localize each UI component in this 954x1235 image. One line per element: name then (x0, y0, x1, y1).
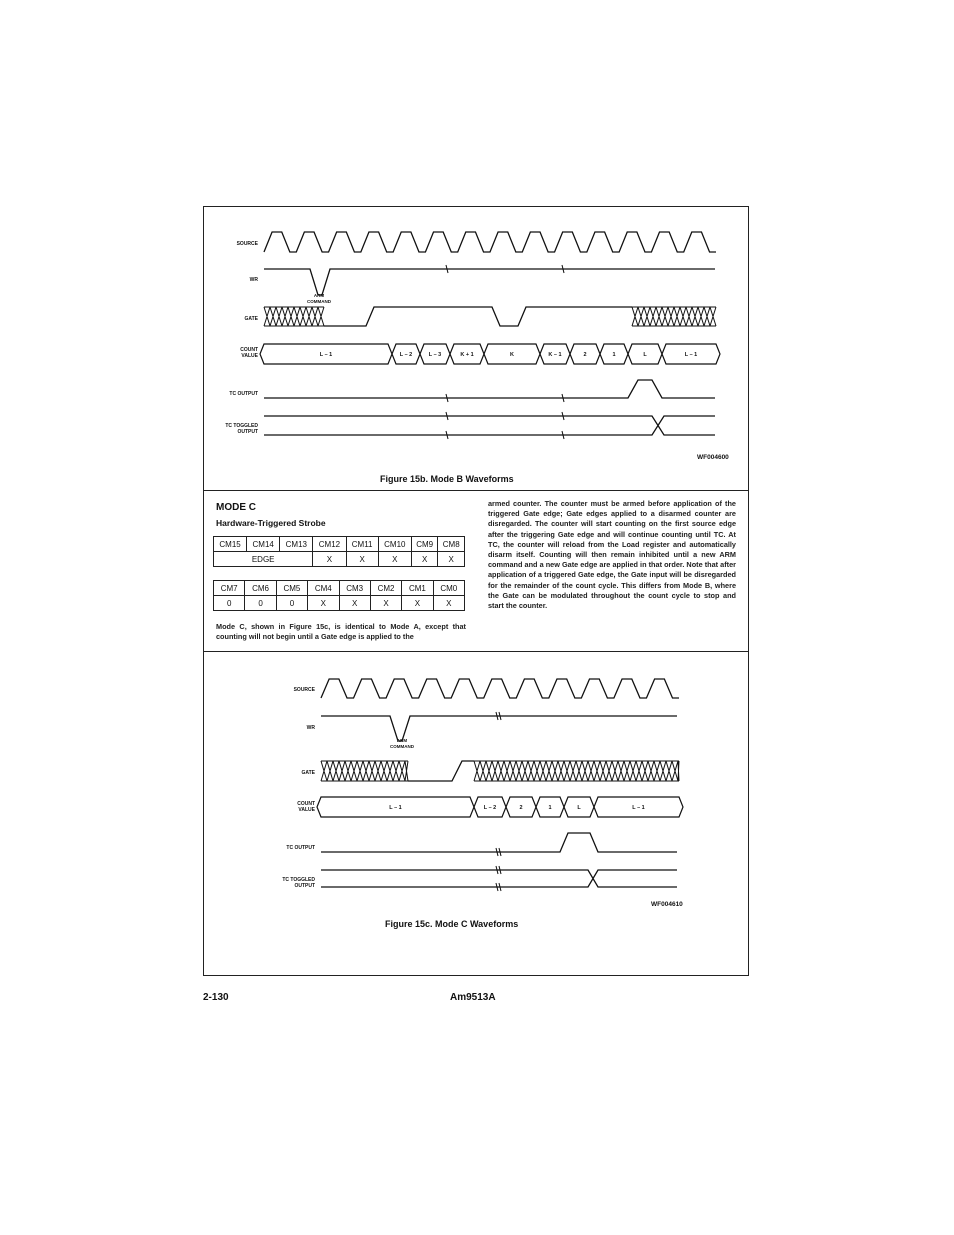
arm-label: ARM (313, 293, 325, 298)
tc-output-waveform (264, 380, 715, 398)
signal-label-wr: WR (306, 725, 315, 731)
count-value-waveform (317, 797, 683, 817)
count-label: L – 1 (389, 805, 402, 811)
count-label: L – 1 (684, 352, 698, 358)
figure-code-15b: WF004600 (697, 454, 729, 461)
signal-label-tc-output: TC OUTPUT (229, 391, 258, 397)
signal-label-gate: GATE (244, 316, 258, 322)
count-label: 2 (583, 352, 587, 358)
signal-label-value: VALUE (241, 353, 258, 359)
mode-c-subtitle: Hardware-Triggered Strobe (216, 518, 326, 528)
cm-cell: X (438, 552, 465, 567)
signal-label-count: COUNT (297, 801, 315, 807)
wr-waveform (264, 269, 715, 295)
count-label: L (643, 352, 647, 358)
cm-cell: CM14 (247, 537, 280, 552)
signal-label-source: SOURCE (236, 241, 258, 247)
arm-label: ARM (396, 738, 408, 743)
cm-table-high (213, 536, 465, 567)
signal-label-output: OUTPUT (294, 883, 315, 889)
cm-cell: CM9 (411, 537, 438, 552)
signal-label-source: SOURCE (293, 687, 315, 693)
signal-label-tc-output: TC OUTPUT (286, 845, 315, 851)
gate-hatch (264, 307, 716, 326)
hatch-pattern (321, 761, 408, 781)
cm-cell: X (308, 596, 339, 611)
cm-cell: X (313, 552, 346, 567)
cm-cell: X (339, 596, 370, 611)
gate-waveform (324, 307, 632, 326)
gate-hatch (321, 761, 679, 781)
signal-label-count: COUNT (240, 347, 258, 353)
count-label: K – 1 (548, 352, 562, 358)
cm-table-low (213, 580, 465, 611)
source-waveform (264, 232, 716, 252)
command-label: COMMAND (390, 744, 414, 749)
cm-cell: X (411, 552, 438, 567)
waveform-15c (0, 651, 954, 991)
hatch-pattern (632, 307, 716, 326)
cm-cell: EDGE (214, 552, 313, 567)
mode-c-title: MODE C (216, 502, 256, 513)
cm-cell: X (402, 596, 433, 611)
count-label: L – 2 (399, 352, 413, 358)
part-number: Am9513A (450, 992, 496, 1003)
cm-cell: CM8 (438, 537, 465, 552)
caption-15c: Figure 15c. Mode C Waveforms (385, 919, 519, 929)
caption-15b: Figure 15b. Mode B Waveforms (380, 474, 514, 484)
signal-label-value: VALUE (298, 807, 315, 813)
cm-cell: CM6 (245, 581, 276, 596)
cm-cell: CM1 (402, 581, 433, 596)
source-pulse-train (321, 679, 679, 698)
count-label: 1 (612, 352, 616, 358)
mode-c-paragraph-right: armed counter. The counter must be armed before application of the triggered Gate edge; Gate edges applied to a disarmed counter are disregarded. The counter will start counting on the first source edge after the triggering Gate edge and will continue counting until TC. At TC, the counter will reload from the Load register and automatically disarm itself. Counting will then remain inhibited until a new ARM command and a new Gate edge are applied in that order. Note that after application of a triggered Gate edge, the Gate input will be disregarded for the remainder of the count cycle. This differs from Mode B, where the Gate can be modulated throughout the count cycle to stop and start the counter. (488, 499, 736, 611)
signal-label-tc-toggled: TC TOGGLED (225, 423, 258, 429)
count-label: L – 1 (632, 805, 645, 811)
cm-cell: CM3 (339, 581, 370, 596)
tc-toggled-waveform (264, 416, 715, 435)
cm-cell: CM0 (433, 581, 464, 596)
cm-cell: 0 (214, 596, 245, 611)
source-pulse-train (264, 232, 716, 252)
cm-cell: X (370, 596, 401, 611)
signal-label-gate: GATE (301, 770, 315, 776)
count-label: L – 1 (319, 352, 333, 358)
count-label: L – 3 (428, 352, 442, 358)
cm-cell: CM15 (214, 537, 247, 552)
divider-top (203, 490, 749, 491)
cm-cell: CM5 (276, 581, 307, 596)
cm-cell: 0 (245, 596, 276, 611)
count-label: L (577, 805, 581, 811)
cm-cell: CM2 (370, 581, 401, 596)
count-label: 2 (519, 805, 523, 811)
signal-label-output: OUTPUT (237, 429, 258, 435)
hatch-pattern (264, 307, 324, 326)
cm-cell: CM10 (378, 537, 411, 552)
count-label: L – 2 (483, 805, 497, 811)
cm-cell: 0 (276, 596, 307, 611)
gate-waveform (408, 761, 474, 781)
break-marks-15c (496, 712, 501, 891)
cm-cell: CM12 (313, 537, 346, 552)
cm-cell: X (346, 552, 378, 567)
cm-cell: CM11 (346, 537, 378, 552)
page-number: 2-130 (203, 992, 229, 1003)
command-label: COMMAND (307, 299, 331, 304)
count-label: K + 1 (460, 352, 474, 358)
signal-label-wr: WR (249, 277, 258, 283)
count-label: K (510, 352, 514, 358)
cm-cell: X (433, 596, 464, 611)
mode-c-paragraph-left: Mode C, shown in Figure 15c, is identical to Mode A, except that counting will not begin until a Gate edge is applied to the (216, 622, 466, 642)
hatch-pattern (474, 761, 679, 781)
cm-cell: CM7 (214, 581, 245, 596)
signal-label-tc-toggled: TC TOGGLED (282, 877, 315, 883)
cm-cell: X (378, 552, 411, 567)
count-label: 1 (548, 805, 552, 811)
waveform-15b (0, 0, 954, 490)
cm-cell: CM13 (280, 537, 313, 552)
cm-cell: CM4 (308, 581, 339, 596)
wr-waveform (321, 716, 677, 741)
source-waveform (321, 679, 679, 698)
figure-code-15c: WF004610 (651, 901, 683, 908)
